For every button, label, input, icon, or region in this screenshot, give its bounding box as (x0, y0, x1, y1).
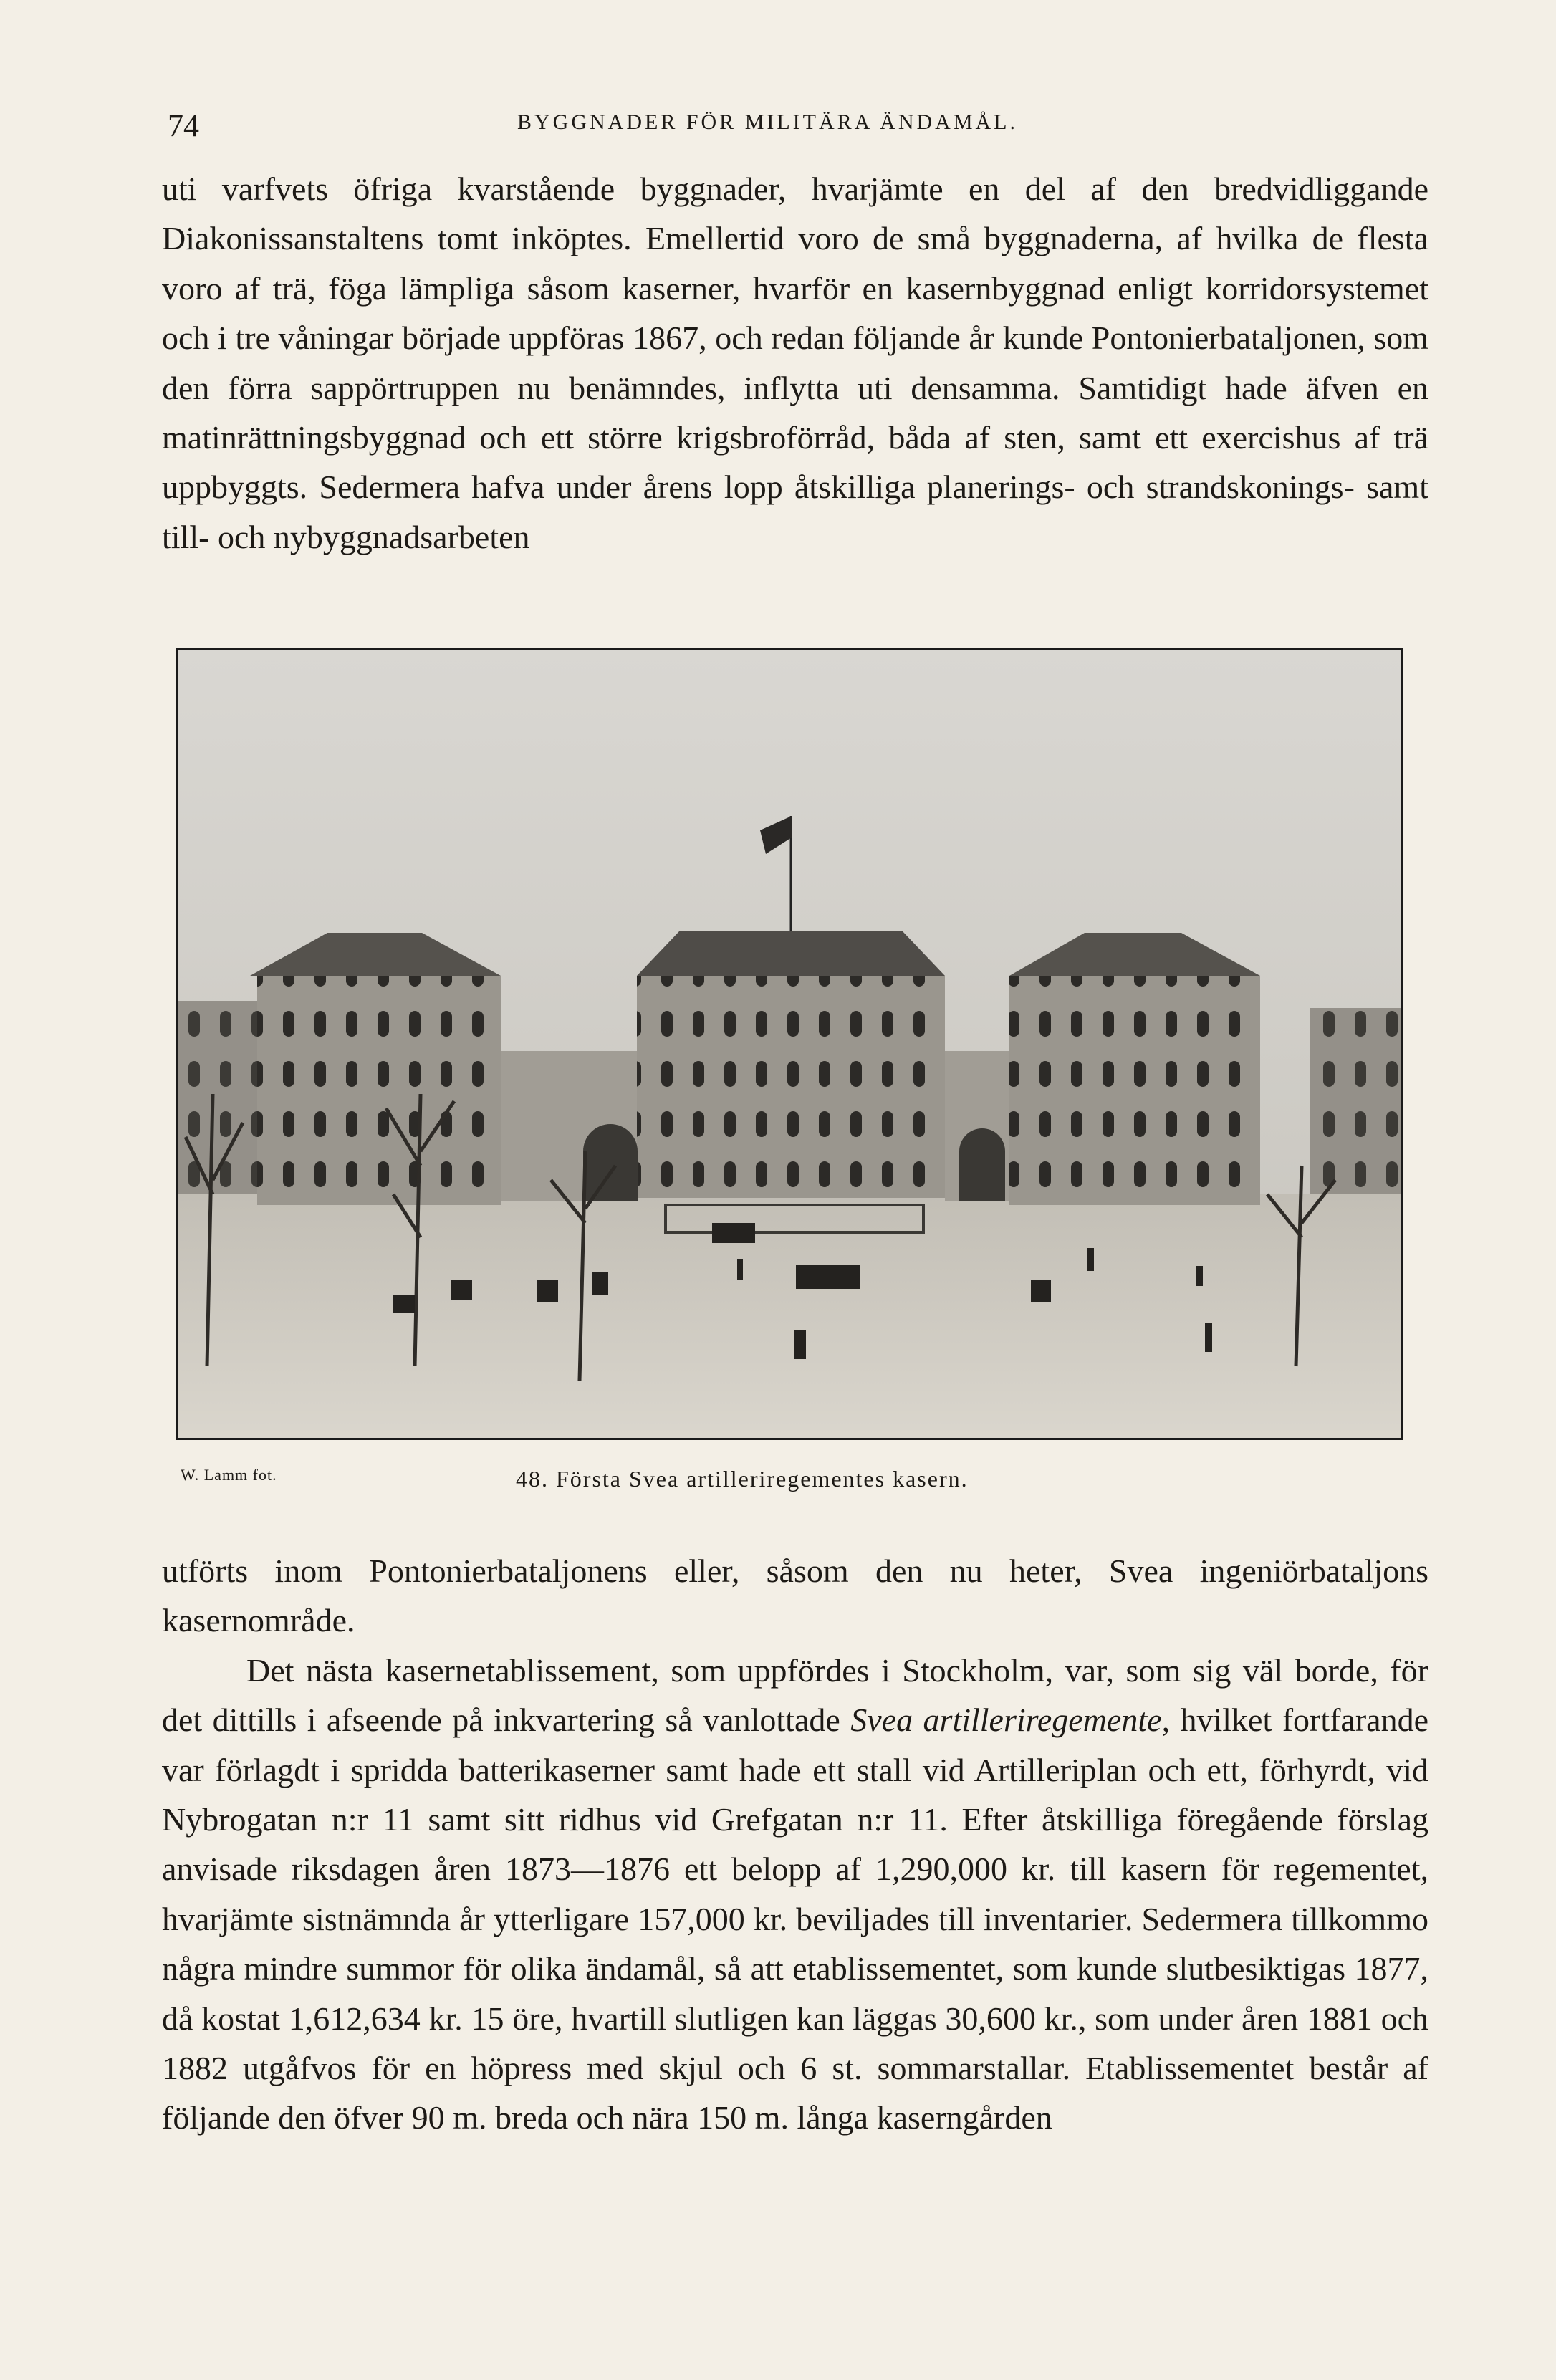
running-head: BYGGNADER FÖR MILITÄRA ÄNDAMÅL. (517, 110, 1019, 134)
paragraph: uti varfvets öfriga kvarstående byggnader, hvarjämte en del af den bredvidliggande Diakonissanstaltens tomt inköptes. Emellertid voro de små byggnaderna, af hvilka de flesta voro af trä, föga lämpliga såsom kaserner, hvarför en kasernbyggnad enligt korridorsystemet och i tre våningar började uppföras 1867, och redan följande år kunde Pontonierbataljonen, som den förra sappörtruppen nu benämndes, inflytta uti densamma. Samtidigt hade äfven en matinrättningsbyggnad och ett större krigsbroförråd, båda af sten, samt ett exercishus af trä uppbyggts. Sedermera hafva under årens lopp åtskilliga planerings- och strandskonings- samt till- och nybyggnadsarbeten (162, 171, 1428, 555)
photo-credit: W. Lamm fot. (181, 1466, 277, 1484)
figure-caption: 48. Första Svea artilleriregementes kasern. (516, 1466, 969, 1492)
top-text-block (162, 164, 1428, 562)
italic-text: Svea artilleriregemente, (850, 1702, 1171, 1739)
barracks-photo-illustration (178, 650, 1401, 1438)
page-number: 74 (168, 108, 199, 143)
bottom-text-block (162, 1546, 1428, 2143)
text-run: Det nästa kasernetablissement, som uppfördes i Stockholm, var, som sig väl borde, för det dittills i afseende på inkvartering så vanlottade (162, 1651, 1428, 1739)
text-run: hvilket fortfarande var förlagdt i spridda batterikaserner samt hade ett stall vid Artilleriplan och ett, förhyrdt, vid Nybrogatan n:r 11 samt sitt ridhus vid Grefgatan n:r 11. Efter åtskilliga föregående förslag anvisade riksdagen åren 1873—1876 ett belopp af 1,290,000 kr. till kasern för regementet, hvarjämte sistnämnda år ytterligare 157,000 kr. beviljades till inventarier. Sedermera tillkommo några mindre summor för olika ändamål, så att etablissementet, som kunde slutbesiktigas 1877, då kostat 1,612,634 kr. 15 öre, hvartill slutligen kan läggas 30,600 kr., som under åren 1881 och 1882 utgåfvos för en höpress med skjul och 6 st. sommarstallar. Etablissementet består af följande den öfver 90 m. breda och nära 150 m. långa kaserngården (162, 1702, 1429, 2136)
barracks-photograph (176, 648, 1403, 1440)
paragraph: utförts inom Pontonierbataljonens eller, såsom den nu heter, Svea ingeniörbataljons kasernområde. (162, 1553, 1428, 1639)
paragraph (162, 1646, 1428, 2143)
